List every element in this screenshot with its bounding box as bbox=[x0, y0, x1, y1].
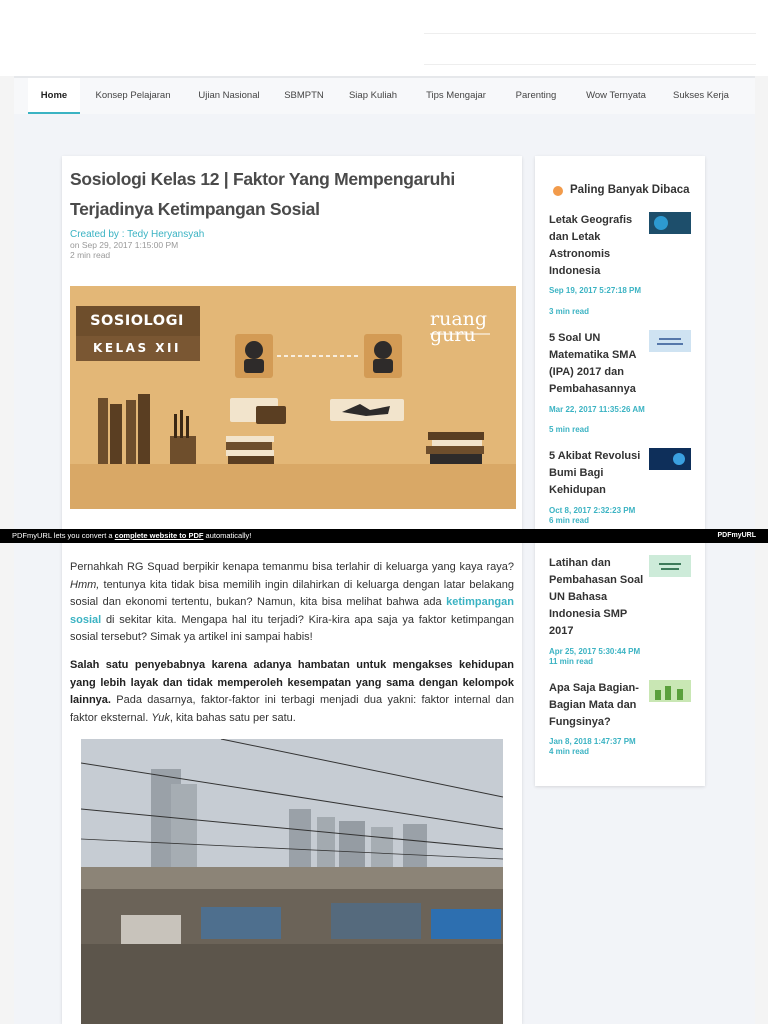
main-navigation bbox=[14, 76, 755, 114]
article-date: on Sep 29, 2017 1:15:00 PM bbox=[70, 240, 179, 250]
slum-photo-illustration bbox=[81, 739, 503, 1024]
pdfmyurl-logo[interactable]: PDFmyURL bbox=[717, 532, 756, 539]
thumbnail-graphic bbox=[649, 555, 691, 577]
ruangguru-logo bbox=[430, 308, 488, 346]
paragraph-text: di sekitar kita. Mengapa hal itu terjadi? Kira-kira apa saja ya faktor ketimpangan sosial tersebut? Simak ya artikel ini sampai habis! bbox=[70, 613, 514, 643]
popular-item-date: Jan 8, 2018 1:47:37 PM bbox=[549, 737, 636, 746]
popular-item-read-time: 4 min read bbox=[549, 747, 590, 756]
nav-wow-ternyata[interactable]: Wow Ternyata bbox=[586, 90, 646, 101]
top-header bbox=[0, 0, 768, 76]
popular-item-read-time: 5 min read bbox=[549, 425, 590, 434]
hero-image bbox=[70, 286, 516, 509]
nav-siap-kuliah[interactable]: Siap Kuliah bbox=[348, 90, 398, 101]
nav-sbmptn[interactable]: SBMPTN bbox=[284, 90, 324, 101]
thumbnail-graphic bbox=[649, 212, 691, 234]
popular-item-thumbnail[interactable] bbox=[649, 448, 691, 470]
paragraph-italic: Yuk bbox=[151, 711, 170, 724]
nav-home[interactable]: Home bbox=[28, 78, 80, 114]
article-read-time: 2 min read bbox=[70, 250, 111, 260]
popular-item-date: Apr 25, 2017 5:30:44 PM bbox=[549, 647, 641, 656]
popular-item-thumbnail[interactable] bbox=[649, 555, 691, 577]
thumbnail-graphic bbox=[649, 330, 691, 352]
paragraph-text: Pada dasarnya, faktor-faktor ini terbagi menjadi dua yakni: faktor internal dan faktor eksternal. bbox=[70, 694, 514, 724]
ruangguru-logo-line2: guru bbox=[430, 324, 476, 346]
search-bar[interactable] bbox=[424, 33, 756, 65]
nav-tips-mengajar[interactable]: Tips Mengajar bbox=[426, 90, 486, 101]
article-author[interactable]: Created by : Tedy Heryansyah bbox=[70, 229, 205, 240]
article-paragraph-2 bbox=[70, 657, 514, 727]
popular-item-title[interactable]: Letak Geografis dan Letak Astronomis Indonesia bbox=[549, 214, 633, 277]
banner-text: automatically! bbox=[203, 531, 252, 540]
popular-item-read-time: 3 min read bbox=[549, 307, 590, 316]
popular-item-date: Mar 22, 2017 11:35:26 AM bbox=[549, 405, 645, 414]
popular-item-thumbnail[interactable] bbox=[649, 330, 691, 352]
paragraph-text: Pernahkah RG Squad berpikir kenapa temanmu bisa terlahir di keluarga yang kaya raya? bbox=[70, 561, 514, 573]
ruangguru-logo-line1: ruang bbox=[430, 308, 488, 330]
popular-item-thumbnail[interactable] bbox=[649, 212, 691, 234]
thumbnail-graphic bbox=[649, 448, 691, 470]
popular-item-title[interactable]: Apa Saja Bagian-Bagian Mata dan Fungsinya? bbox=[549, 682, 639, 728]
article-card bbox=[62, 156, 522, 1024]
paragraph-text: , kita bahas satu per satu. bbox=[169, 711, 296, 724]
nav-parenting[interactable]: Parenting bbox=[515, 90, 557, 101]
fire-icon bbox=[553, 186, 563, 196]
popular-item-thumbnail[interactable] bbox=[649, 680, 691, 702]
nav-ujian-nasional[interactable]: Ujian Nasional bbox=[198, 90, 260, 101]
banner-link[interactable]: complete website to PDF bbox=[114, 531, 204, 540]
paragraph-text: tentunya kita tidak bisa memilih ingin dilahirkan di keluarga dengan latar belakang sosial dan ekonomi tertentu, bukan? Namun, kita bisa melihat bahwa ada bbox=[70, 578, 514, 608]
paragraph-italic: Hmm, bbox=[70, 578, 100, 591]
article-title: Sosiologi Kelas 12 | Faktor Yang Mempengaruhi Terjadinya Ketimpangan Sosial bbox=[70, 169, 455, 219]
nav-sukses-kerja[interactable]: Sukses Kerja bbox=[673, 90, 729, 101]
hero-label-kelas: KELAS XII bbox=[93, 341, 181, 355]
popular-item-title[interactable]: 5 Akibat Revolusi Bumi Bagi Kehidupan bbox=[549, 450, 641, 496]
popular-item-date: Sep 19, 2017 5:27:18 PM bbox=[549, 286, 642, 295]
popular-sidebar bbox=[535, 156, 705, 786]
hero-label-sosiologi: SOSIOLOGI bbox=[90, 313, 184, 329]
popular-item-read-time: 11 min read bbox=[549, 657, 594, 666]
ketimpangan-sosial-link[interactable]: ketimpangan sosial bbox=[70, 596, 514, 626]
popular-item-title[interactable]: 5 Soal UN Matematika SMA (IPA) 2017 dan Pembahasannya bbox=[549, 332, 637, 395]
popular-item-date: Oct 8, 2017 2:32:23 PM bbox=[549, 506, 636, 515]
popular-item-read-time: 6 min read bbox=[549, 516, 590, 525]
popular-item-title[interactable]: Latihan dan Pembahasan Soal UN Bahasa Indonesia SMP 2017 bbox=[549, 557, 644, 637]
sidebar-title: Paling Banyak Dibaca bbox=[570, 184, 690, 196]
nav-konsep-pelajaran[interactable]: Konsep Pelajaran bbox=[95, 90, 171, 101]
article-paragraph-1 bbox=[70, 559, 514, 647]
pdfmyurl-banner bbox=[0, 529, 768, 543]
slum-photo bbox=[81, 739, 503, 1024]
banner-text: PDFmyURL lets you convert a bbox=[12, 531, 115, 540]
paragraph-bold: Salah satu penyebabnya karena adanya hambatan untuk mengakses kehidupan yang lebih layak dan tidak memperoleh kesempatan yang sama dengan kelompok lainnya. bbox=[70, 659, 514, 706]
thumbnail-graphic bbox=[649, 680, 691, 702]
